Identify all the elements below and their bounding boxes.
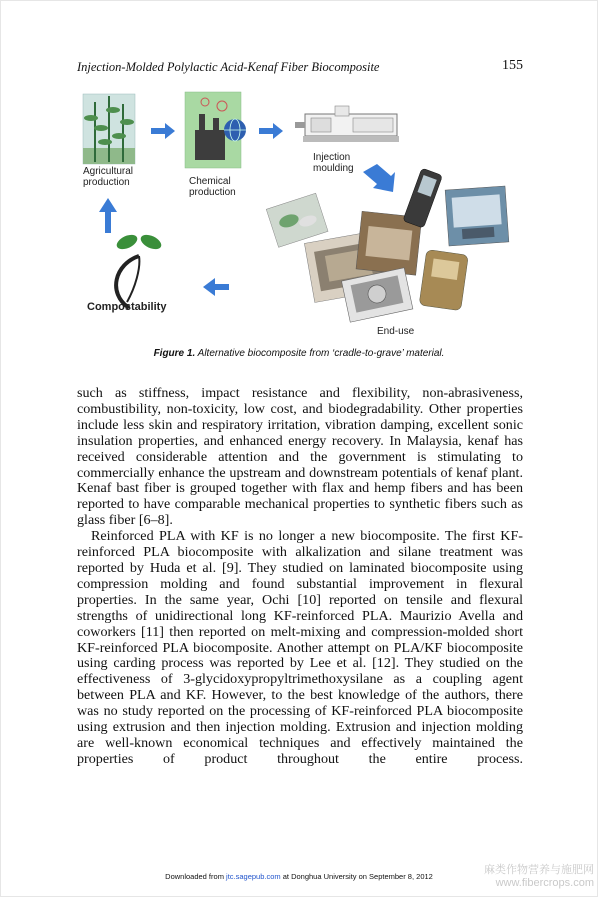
label-agricultural-line1: Agricultural	[83, 166, 134, 177]
footer-link[interactable]: jtc.sagepub.com	[226, 872, 281, 881]
footer-prefix: Downloaded from	[165, 872, 227, 881]
watermark-line1: 麻类作物营养与施肥网	[484, 864, 594, 876]
watermark-line2: www.fibercrops.com	[495, 877, 594, 889]
page-number: 155	[502, 58, 523, 73]
running-title: Injection-Molded Polylactic Acid-Kenaf Fiber Biocomposite	[77, 60, 380, 74]
chemical-production-image	[185, 92, 246, 168]
end-use-collage	[266, 168, 509, 322]
label-injection-line1: Injection	[313, 152, 351, 163]
arrow-right-1	[151, 123, 175, 139]
figure-caption	[0, 348, 598, 359]
paragraph-2: Reinforced PLA with KF is no longer a new biocomposite. The first KF-reinforced PLA biocomposite with alkalization and silane treatment was reported by Huda et al. [9]. They studied on laminated biocomposite using compression molding and found substantial improvement in flexural properties. In the same year, Ochi [10] reported on tensile and flexural strengths of unidirectional long KF-reinforced PLA. Maurizio Avella and coworkers [11] then reported on melt-mixing and compression-molded short KF-reinforced PLA biocomposite. Another attempt on PLA/KF biocomposite using carding process was reported by Lee et al. [12]. They studied on the effectiveness of 3-glycidoxypropyltrimethoxysilane as a coupling agent between PLA and KF. However, to the best knowledge of the authors, there was no study reported on the processing of KF-reinforced PLA biocomposite using extrusion and then injection molding. Extrusion and injection molding are well-known economical techniques and effectively maintained the properties of product throughout the entire process.	[77, 528, 523, 767]
injection-machine-image	[295, 106, 399, 142]
label-compostability: Compostability	[87, 301, 167, 313]
label-agricultural-production	[83, 166, 133, 188]
arrow-down-left	[363, 164, 395, 192]
caption-text: Alternative biocomposite from ‘cradle-to-grave’ material.	[195, 348, 445, 359]
arrow-left	[203, 278, 229, 296]
paragraph-1: such as stiffness, impact resistance and flexibility, non-abrasiveness, combustibility, non-toxicity, low cost, and biodegradability. Other properties include less skin and respiratory irritation, vibration damping, excellent sonic insulation properties, and enhanced energy recovery. In Malaysia, kenaf has received considerable attention and the government is stimulating to commercially enhance the upstream and downstream potentials of kenaf plant. Kenaf bast fiber is grouped together with flax and hemp fibers and has been reported to have comparable mechanical properties to synthetic fibers such as glass fiber [6–8].	[77, 385, 523, 529]
footer-suffix: at Donghua University on September 8, 2012	[280, 872, 433, 881]
arrow-up	[99, 198, 117, 233]
arrow-right-2	[259, 123, 283, 139]
figure-1	[77, 88, 523, 342]
label-chemical-production	[189, 176, 236, 198]
body-text	[77, 386, 523, 768]
sprout-icon	[114, 232, 163, 308]
label-injection-moulding	[313, 152, 354, 174]
label-agricultural-line2: production	[83, 177, 130, 188]
label-injection-line2: moulding	[313, 163, 354, 174]
agricultural-production-image	[83, 94, 135, 164]
label-chemical-line1: Chemical	[189, 176, 231, 187]
watermark	[470, 864, 594, 890]
label-chemical-line2: production	[189, 187, 236, 198]
caption-label: Figure 1.	[153, 348, 196, 359]
label-end-use: End-use	[377, 326, 415, 337]
